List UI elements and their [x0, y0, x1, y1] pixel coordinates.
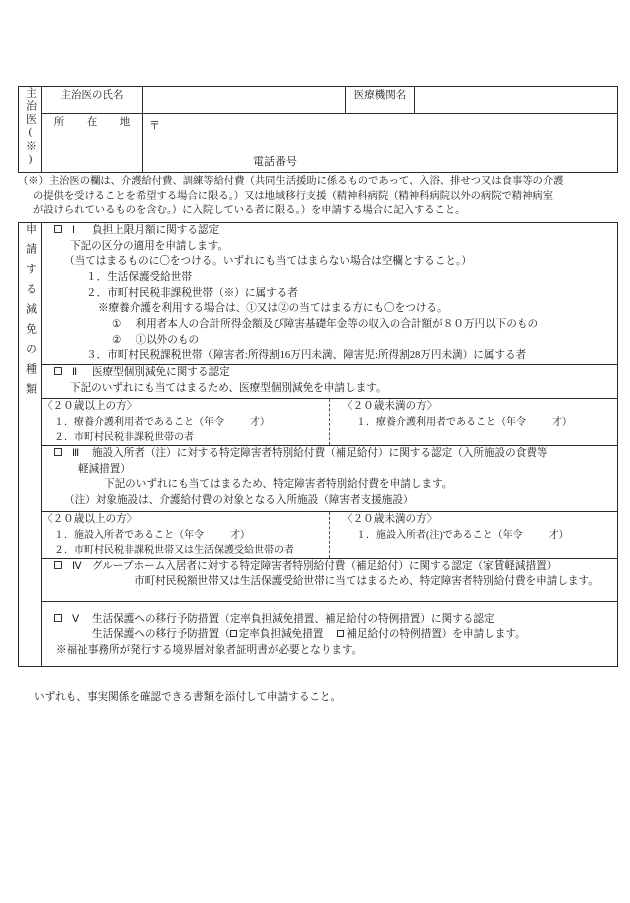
section-2-numeral: Ⅱ — [72, 366, 78, 378]
section-3-age-under20-item-1[interactable] — [342, 528, 617, 543]
section-3-title-line-2: 軽減措置） — [78, 463, 131, 475]
section-4-line-2: 市町村民税額世帯又は生活保護受給世帯に当てはまるため、特定障害者特別給付費を申請します。 — [134, 576, 599, 588]
table-row — [42, 512, 617, 558]
section-5-line-3: ※福祉事務所が発行する境界層対象者証明書が必要となります。 — [56, 645, 363, 657]
section-3-age-under20-cell — [330, 512, 618, 558]
table-row — [42, 399, 617, 445]
section-3-age-columns — [42, 512, 617, 558]
section-1-checkbox[interactable] — [54, 225, 62, 233]
table-row — [19, 399, 618, 446]
section-1-sub-2-mark: ② — [112, 334, 122, 346]
section-5 — [42, 601, 618, 666]
section-1-line-3: （当てはまるものに〇をつける。いずれにも当てはまらない場合は空欄とすること。） — [64, 256, 472, 268]
physician-note — [18, 175, 618, 219]
section-2-age-over20-item-1-text: １．療養介護利用者であること（年令 — [54, 417, 224, 429]
section-5-line-2-prefix: 生活保護への移行予防措置（ — [92, 629, 230, 641]
address-input[interactable] — [143, 114, 618, 173]
section-4-numeral: Ⅳ — [72, 560, 82, 572]
section-1-item-2[interactable] — [42, 286, 617, 302]
physician-note-line-1: （※）主治医の欄は、介護給付費、訓練等給付費（共同生活援助に係るものであって、入浴、排せつ又は食事等の介護 — [18, 176, 564, 187]
section-3-age-table — [42, 511, 618, 558]
section-2-line-2: 下記のいずれにも当てはまるため、医療型個別減免を申請します。 — [70, 382, 387, 394]
section-2-age-table — [42, 399, 618, 446]
section-2-title: 医療型個別減免に関する認定 — [92, 366, 230, 378]
institution-name-label: 医療機関名 — [346, 87, 415, 114]
table-row — [19, 364, 618, 398]
section-3-header[interactable] — [42, 446, 617, 462]
section-1-item-1[interactable] — [42, 270, 617, 286]
section-1-title: 負担上限月額に関する認定 — [92, 224, 220, 236]
physician-note-line-3: が設けられているものを含む。）に入院している者に限る。）を申請する場合に記入すること。 — [33, 205, 466, 217]
section-3-age-over20-item-1-text: １．施設入所者であること（年令 — [54, 529, 204, 541]
physician-section-vertical-label — [19, 87, 42, 173]
attending-physician-table — [18, 86, 618, 173]
section-3-numeral: Ⅲ — [72, 448, 80, 460]
section-4-checkbox[interactable] — [54, 561, 62, 569]
section-3-age-under20-item-1-text: １．施設入所者(注)であること（年令 — [356, 529, 523, 541]
section-1 — [42, 222, 618, 364]
table-row — [19, 114, 618, 173]
section-2-age-under20-item-1[interactable] — [342, 415, 617, 430]
exemption-types-table — [18, 222, 618, 667]
section-1-header[interactable] — [42, 223, 617, 239]
section-3-age-over20-cell — [42, 512, 330, 558]
section-1-item-2-text: 市町村民税非課税世帯（※）に属する者 — [107, 287, 298, 299]
section-2-age-under20-cell — [330, 399, 618, 445]
section-1-sub-2[interactable] — [42, 333, 617, 349]
section-4 — [42, 558, 618, 601]
section-5-line-2[interactable] — [42, 627, 617, 643]
section-2-age-columns — [42, 399, 617, 445]
section-2-age-under20-heading: 〈２０歳未満の方〉 — [342, 401, 438, 413]
section-1-numeral: Ⅰ — [72, 224, 76, 236]
physician-section-vertical-label-text: 主治医(※) — [24, 87, 37, 167]
physician-note-line-2: の提供を受けることを希望する場合に限る。）又は地域移行支援（精神科病院（精神科病院以外の病院で精神病室 — [33, 190, 553, 202]
section-1-item-1-number: １． — [86, 271, 108, 283]
section-1-sub-1-text: 利用者本人の合計所得金額及び障害基礎年金等の収入の合計額が８０万円以下のもの — [135, 318, 539, 330]
section-1-item-3[interactable] — [42, 348, 617, 364]
section-2-age-under20-item-1-text: １．療養介護利用者であること（年令 — [356, 417, 526, 429]
table-row — [19, 511, 618, 558]
section-2-age-over20-heading: 〈２０歳以上の方〉 — [42, 401, 138, 413]
section-1-item-1-text: 生活保護受給世帯 — [107, 271, 192, 283]
section-2-header[interactable] — [42, 365, 617, 381]
phone-label: 電話番号 — [253, 156, 297, 168]
section-3-age-over20-heading: 〈２０歳以上の方〉 — [42, 513, 138, 525]
institution-name-input[interactable] — [415, 87, 618, 114]
section-3-line-3: （注）対象施設は、介護給付費の対象となる入所施設（障害者支援施設） — [64, 495, 414, 507]
section-2-age-under20-item-1-unit: 才） — [552, 417, 572, 429]
section-1-sub-1-mark: ① — [112, 318, 122, 330]
physician-name-label: 主治医の氏名 — [42, 87, 143, 114]
footer-note: いずれも、事実関係を確認できる書類を添付して申請すること。 — [34, 691, 342, 703]
table-row — [19, 558, 618, 601]
section-5-header[interactable] — [42, 612, 617, 628]
section-5-checkbox[interactable] — [54, 614, 62, 622]
section-1-line-2: 下記の区分の適用を申請します。 — [70, 240, 229, 252]
section-2-age-over20-item-2[interactable]: ２．市町村民税非課税世帯の者 — [54, 432, 194, 444]
section-3-age-over20-item-2[interactable]: ２．市町村民税非課税世帯又は生活保護受給世帯の者 — [54, 544, 294, 556]
section-1-item-2-note: ※療養介護を利用する場合は、①又は②の当てはまる方にも〇をつける。 — [98, 303, 448, 315]
section-5-option-b-checkbox[interactable] — [337, 630, 344, 637]
section-3-age-under20-item-1-unit: 才） — [548, 529, 569, 541]
section-4-header[interactable] — [42, 559, 617, 575]
section-2 — [42, 364, 618, 398]
section-3-age-over20-item-1[interactable] — [42, 528, 329, 543]
section-5-line-2-suffix: 補足給付の特例措置）を申請します。 — [346, 629, 526, 641]
section-3-checkbox[interactable] — [54, 448, 62, 456]
section-1-item-3-text: 市町村民税課税世帯（障害者:所得割16万円未満、障害児:所得割28万円未満）に属する者 — [107, 350, 527, 362]
section-3-age-over20-item-1-unit: 才） — [230, 529, 250, 541]
table-row — [19, 87, 618, 114]
address-label: 所 在 地 — [42, 114, 143, 173]
section-2-age-over20-item-1[interactable] — [42, 415, 329, 430]
section-5-numeral: Ⅴ — [72, 613, 80, 625]
postal-mark-icon: 〒 — [149, 120, 160, 132]
section-1-item-3-number: ３． — [86, 350, 108, 362]
section-5-option-a-checkbox[interactable] — [230, 630, 237, 637]
section-3-age-under20-heading: 〈２０歳未満の方〉 — [342, 513, 438, 525]
section-5-option-a-label: 定率負担減免措置 — [238, 629, 324, 641]
section-2-age-over20-item-1-unit: 才） — [250, 417, 270, 429]
section-2-age-over20-cell — [42, 399, 330, 445]
section-5-title: 生活保護への移行予防措置（定率負担減免措置、補足給付の特例措置）に関する認定 — [92, 613, 495, 625]
section-3 — [42, 446, 618, 512]
exemption-section-vertical-label — [19, 222, 42, 666]
section-1-item-2-number: ２． — [86, 287, 108, 299]
section-3-line-2: 下記のいずれにも当てはまるため、特定障害者特別給付費を申請します。 — [104, 479, 453, 491]
physician-name-input[interactable] — [143, 87, 346, 114]
table-row — [19, 222, 618, 364]
section-1-sub-1[interactable] — [42, 317, 617, 333]
exemption-section-vertical-label-text: 申請する減免の種類 — [24, 222, 37, 403]
section-4-title: グループホーム入居者に対する特定障害者特別給付費（補足給付）に関する認定（家賃軽減措置） — [92, 560, 558, 572]
table-row — [19, 446, 618, 512]
section-1-sub-2-text: ①以外のもの — [135, 334, 200, 346]
section-3-title: 施設入所者（注）に対する特定障害者特別給付費（補足給付）に関する認定（入所施設の食費等 — [92, 448, 548, 460]
table-row — [19, 601, 618, 666]
section-2-checkbox[interactable] — [54, 367, 62, 375]
